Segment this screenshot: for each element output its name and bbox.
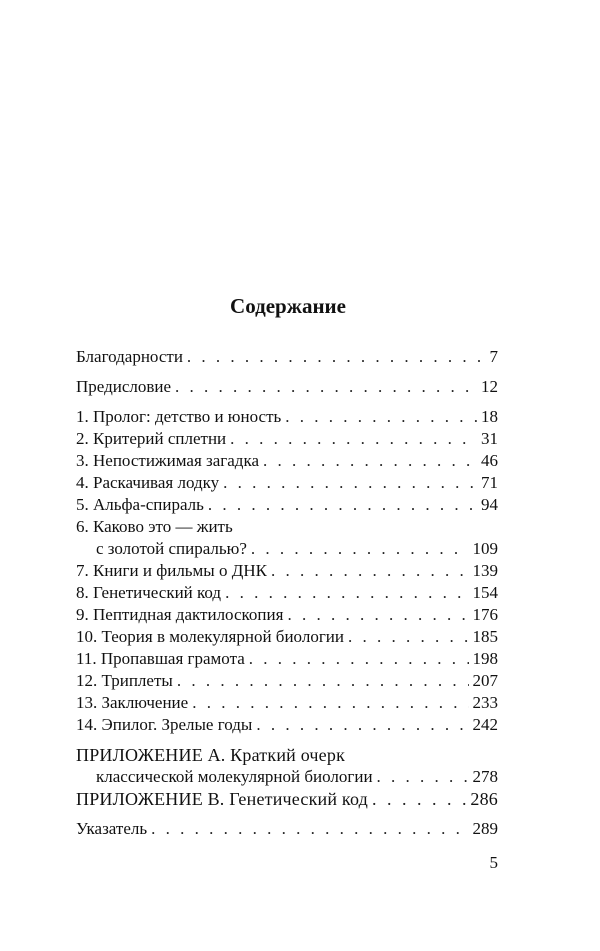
toc-entry-label: Указатель: [76, 819, 148, 838]
toc-entry-page: 154: [472, 583, 498, 602]
toc-appendix-entry[interactable]: [76, 788, 498, 810]
leader-dots: [287, 604, 468, 626]
toc-entry-page: 139: [472, 561, 498, 580]
toc-entry[interactable]: [76, 560, 498, 582]
toc-entry[interactable]: [76, 472, 498, 494]
toc-entry-continuation[interactable]: [76, 766, 498, 788]
toc-entry-label: 6. Каково это — жить: [76, 517, 233, 536]
leader-dots: [151, 818, 468, 840]
toc-entry-page: 7: [489, 347, 498, 366]
toc-entry-label: классической молекулярной биологии: [96, 767, 373, 786]
toc-entry-label: ПРИЛОЖЕНИЕ А. Краткий очерк: [76, 745, 346, 765]
page-title: Содержание: [230, 294, 346, 318]
toc-entry-label: 4. Раскачивая лодку: [76, 473, 220, 492]
leader-dots: [263, 450, 477, 472]
toc-entry-page: 185: [472, 627, 498, 646]
toc-entry-label: 12. Триплеты: [76, 671, 173, 690]
toc-entry-page: 176: [472, 605, 498, 624]
toc-entry-page: 12: [481, 377, 498, 396]
toc-entry-page: 289: [472, 819, 498, 838]
toc-entry-page: 286: [470, 789, 498, 809]
toc-entry[interactable]: [76, 648, 498, 670]
toc-entry-label: с золотой спиралью?: [96, 539, 247, 558]
toc-entry-label: 7. Книги и фильмы о ДНК: [76, 561, 267, 580]
toc-entry-label: 8. Генетический код: [76, 583, 222, 602]
toc-entry-continuation[interactable]: [76, 538, 498, 560]
leader-dots: [225, 582, 468, 604]
table-of-contents: [76, 346, 498, 840]
toc-entry[interactable]: [76, 818, 498, 840]
toc-entry[interactable]: [76, 494, 498, 516]
toc-entry[interactable]: [76, 604, 498, 626]
toc-entry-page: 71: [481, 473, 498, 492]
toc-entry-page: 94: [481, 495, 498, 514]
toc-entry[interactable]: [76, 516, 498, 538]
toc-entry[interactable]: [76, 670, 498, 692]
toc-entry[interactable]: [76, 406, 498, 428]
toc-entry-page: 233: [472, 693, 498, 712]
toc-entry-label: 1. Пролог: детство и юность: [76, 407, 282, 426]
leader-dots: [187, 346, 486, 368]
toc-entry-page: 31: [481, 429, 498, 448]
leader-dots: [348, 626, 469, 648]
toc-entry-page: 207: [472, 671, 498, 690]
toc-entry[interactable]: [76, 428, 498, 450]
leader-dots: [372, 788, 466, 810]
toc-entry-page: 109: [472, 539, 498, 558]
toc-entry[interactable]: [76, 714, 498, 736]
page-number: 5: [489, 853, 498, 872]
leader-dots: [251, 538, 469, 560]
toc-entry-label: Благодарности: [76, 347, 183, 366]
toc-entry-page: 46: [481, 451, 498, 470]
toc-entry[interactable]: [76, 346, 498, 368]
toc-entry-label: 2. Критерий сплетни: [76, 429, 227, 448]
toc-entry[interactable]: [76, 376, 498, 398]
toc-entry-page: 198: [472, 649, 498, 668]
toc-entry-label: 11. Пропавшая грамота: [76, 649, 245, 668]
leader-dots: [377, 766, 469, 788]
leader-dots: [249, 648, 469, 670]
toc-entry-label: 14. Эпилог. Зрелые годы: [76, 715, 253, 734]
toc-appendix-entry[interactable]: [76, 744, 498, 766]
toc-entry-label: Предисловие: [76, 377, 172, 396]
toc-entry[interactable]: [76, 582, 498, 604]
leader-dots: [256, 714, 468, 736]
leader-dots: [285, 406, 477, 428]
toc-entry-label: 3. Непостижимая загадка: [76, 451, 259, 470]
toc-entry[interactable]: [76, 626, 498, 648]
toc-entry-label: 13. Заключение: [76, 693, 189, 712]
toc-entry-label: 10. Теория в молекулярной биологии: [76, 627, 344, 646]
toc-entry-label: 5. Альфа-спираль: [76, 495, 204, 514]
leader-dots: [177, 670, 469, 692]
toc-entry-label: ПРИЛОЖЕНИЕ В. Генетический код: [76, 789, 368, 809]
leader-dots: [175, 376, 477, 398]
toc-entry-page: 18: [481, 407, 498, 426]
toc-entry[interactable]: [76, 692, 498, 714]
toc-entry-label: 9. Пептидная дактилоскопия: [76, 605, 284, 624]
leader-dots: [192, 692, 468, 714]
leader-dots: [208, 494, 477, 516]
leader-dots: [271, 560, 469, 582]
leader-dots: [230, 428, 477, 450]
toc-entry-page: 242: [472, 715, 498, 734]
leader-dots: [223, 472, 477, 494]
toc-entry[interactable]: [76, 450, 498, 472]
toc-entry-page: 278: [472, 767, 498, 786]
